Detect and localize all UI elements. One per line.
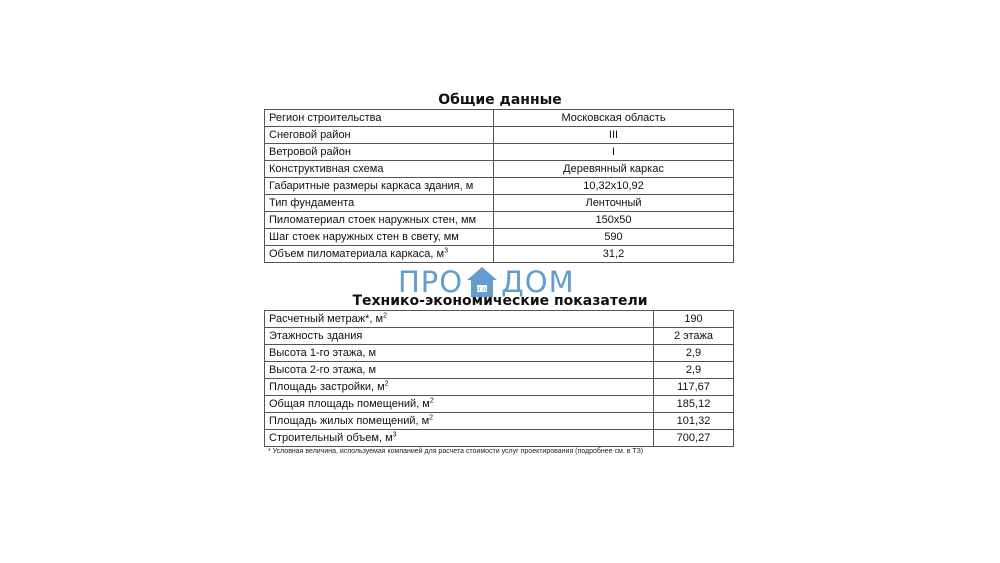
unit-exponent: 2 [384,380,389,388]
row-label: Высота 2-го этажа, м [265,362,654,379]
row-value: 2,9 [654,362,734,379]
row-label: Тип фундамента [265,195,494,212]
table-row [265,311,734,328]
unit-exponent: 2 [429,397,434,405]
row-label: Ветровой район [265,144,494,161]
row-label: Строительный объем, $м^3$ [265,430,654,447]
row-label: Объем пиломатериала каркаса, $м^3$ [265,246,494,263]
table-row [265,345,734,362]
row-value: 31,2 [494,246,734,263]
table-row [265,246,734,263]
row-label: Площадь жилых помещений, $м^2$ [265,413,654,430]
row-label: Расчетный метраж*, $м^2$ [265,311,654,328]
watermark-house-label: sr.ru [475,286,489,293]
row-value: III [494,127,734,144]
watermark-text-left: ПРО [398,265,464,299]
table-row [265,396,734,413]
general-data-table [264,109,734,263]
row-label: Шаг стоек наружных стен в свету, мм [265,229,494,246]
row-value: Московская область [494,110,734,127]
row-value: 590 [494,229,734,246]
table-row [265,161,734,178]
general-data-title: Общие данные [438,92,562,108]
row-value: 185,12 [654,396,734,413]
table-row [265,413,734,430]
row-label: Площадь застройки, $м^2$ [265,379,654,396]
table-row [265,328,734,345]
row-value: 150x50 [494,212,734,229]
row-label: Этажность здания [265,328,654,345]
table-row [265,110,734,127]
table-row [265,379,734,396]
row-value: 2 этажа [654,328,734,345]
row-label: Регион строительства [265,110,494,127]
unit-exponent: 2 [383,312,387,320]
row-value: 117,67 [654,379,734,396]
unit-exponent: 2 [429,414,434,422]
row-value: 2,9 [654,345,734,362]
row-label: Высота 1-го этажа, м [265,345,654,362]
row-value: I [494,144,734,161]
table-row [265,127,734,144]
table-row [265,178,734,195]
table-row [265,212,734,229]
row-value: Деревянный каркас [494,161,734,178]
row-value: 700,27 [654,430,734,447]
footnote: * Условная величина, используемая компанией для расчета стоимости услуг проектирования (подробнее см. в ТЗ) [268,448,644,455]
watermark-text-right: ДОМ [501,265,575,299]
row-value: 101,32 [654,413,734,430]
row-value: 190 [654,311,734,328]
tech-indicators-title: Технико-экономические показатели [352,293,648,309]
row-value: 10,32x10,92 [494,178,734,195]
table-row [265,229,734,246]
unit-exponent: 3 [392,431,397,439]
row-label: Снеговой район [265,127,494,144]
row-value: Ленточный [494,195,734,212]
table-row [265,430,734,447]
row-label: Общая площадь помещений, $м^2$ [265,396,654,413]
row-label: Габаритные размеры каркаса здания, м [265,178,494,195]
table-row [265,144,734,161]
row-label: Конструктивная схема [265,161,494,178]
unit-exponent: 3 [444,247,448,255]
table-row [265,362,734,379]
tech-indicators-table [264,310,734,447]
row-label: Пиломатериал стоек наружных стен, мм [265,212,494,229]
table-row [265,195,734,212]
